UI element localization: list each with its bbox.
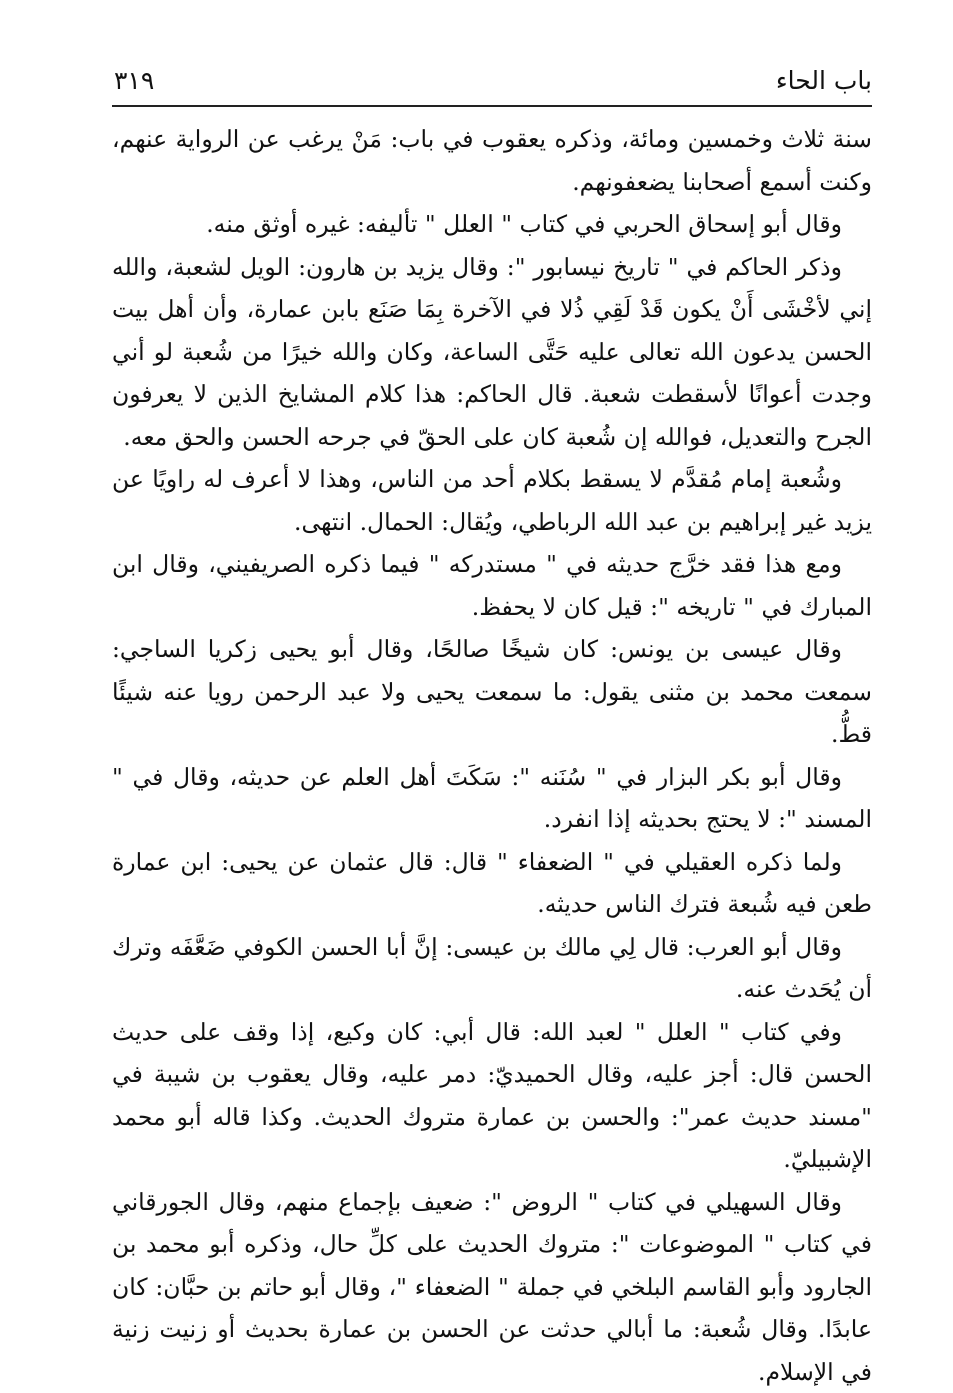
page-header	[112, 58, 872, 104]
paragraph-5: ومع هذا فقد خرَّج حديثه في " مستدركه " فيما ذكره الصريفيني، وقال ابن المبارك في " تاريخه ": قيل كان لا يحفظ.	[112, 543, 872, 628]
paragraph-10: وفي كتاب " العلل " لعبد الله: قال أبي: كان وكيع، إذا وقف على حديث الحسن قال: أجز عليه، وقال الحميديّ: دمر عليه، وقال يعقوب بن شيبة في "مسند حديث عمر": والحسن بن عمارة متروك الحديث. وكذا قاله أبو محمد الإشبيليّ.	[112, 1011, 872, 1181]
page-body	[112, 118, 872, 1393]
paragraph-11: وقال السهيلي في كتاب " الروض ": ضعيف بإجماع منهم، وقال الجورقاني في كتاب " الموضوعات ": متروك الحديث على كلِّ حال، وذكره أبو محمد بن الجارود وأبو القاسم البلخي في جملة " الضعفاء "، وقال أبو حاتم بن حبَّان: كان عابدًا. وقال شُعبة: ما أبالي حدثت عن الحسن بن عمارة بحديث أو زنيت زنية في الإسلام.	[112, 1181, 872, 1393]
paragraph-3: وذكر الحاكم في " تاريخ نيسابور ": وقال يزيد بن هارون: الويل لشعبة، والله إني لأخْشَى أَنْ يكون قَدْ لَقِي ذُلا في الآخرة بِمَا صَنَع بابن عمارة، وأن أهل بيت الحسن يدعون الله تعالى عليه حَتَّى الساعة، وكان والله خيرًا من شُعبة لو أني وجدت أعوانًا لأسقطت شعبة. قال الحاكم: هذا كلام المشايخ الذين لا يعرفون الجرح والتعديل، فوالله إن شُعبة كان على الحقّ في جرحه الحسن والحق معه.	[112, 246, 872, 459]
paragraph-9: وقال أبو العرب: قال لِي مالك بن عيسى: إنَّ أبا الحسن الكوفي ضَعَّفَه وترك أن يُحَدث عنه.	[112, 926, 872, 1011]
paragraph-8: ولما ذكره العقيلي في " الضعفاء " قال: قال عثمان عن يحيى: ابن عمارة طعن فيه شُبعة فترك الناس حديثه.	[112, 841, 872, 926]
paragraph-4: وشُعبة إمام مُقدَّم لا يسقط بكلام أحد من الناس، وهذا لا أعرف له راويًا عن يزيد غير إبراهيم بن عبد الله الرباطي، ويُقال: الحمال. انتهى.	[112, 458, 872, 543]
header-divider	[112, 105, 872, 107]
paragraph-1: سنة ثلاث وخمسين ومائة، وذكره يعقوب في باب: مَنْ يرغب عن الرواية عنهم، وكنت أسمع أصحابنا يضعفونهم.	[112, 118, 872, 203]
paragraph-2: وقال أبو إسحاق الحربي في كتاب " العلل " تأليفه: غيره أوثق منه.	[112, 203, 872, 246]
paragraph-7: وقال أبو بكر البزار في " سُنَنه ": سَكَتَ أهل العلم عن حديثه، وقال في " المسند ": لا يحتج بحديثه إذا انفرد.	[112, 756, 872, 841]
page-number: ٣١٩	[114, 64, 154, 98]
paragraph-6: وقال عيسى بن يونس: كان شيخًا صالحًا، وقال أبو يحيى زكريا الساجي: سمعت محمد بن مثنى يقول: ما سمعت يحيى ولا عبد الرحمن رويا عنه شيئًا قطُّ.	[112, 628, 872, 756]
chapter-title: باب الحاء	[776, 64, 872, 98]
